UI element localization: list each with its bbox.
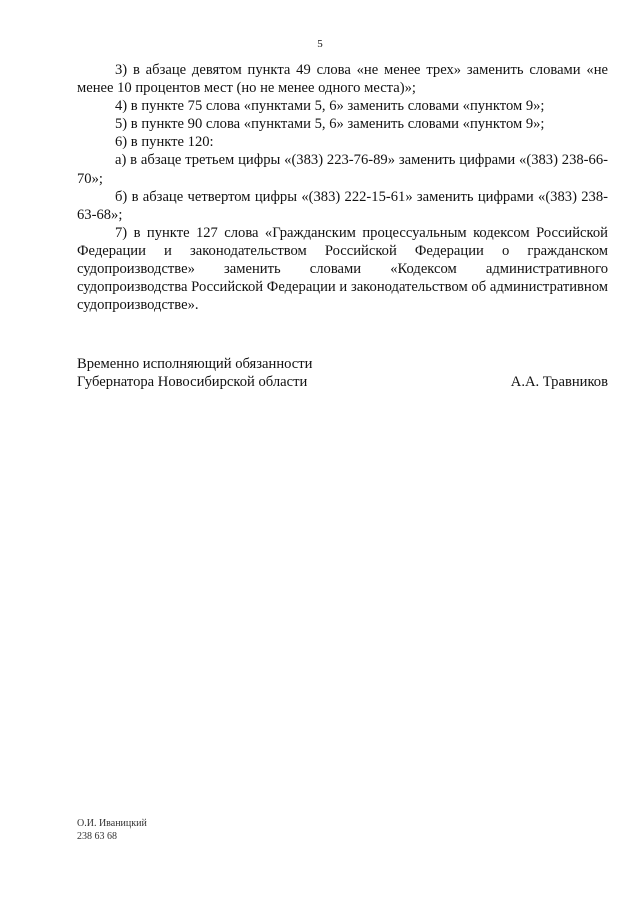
paragraph-item-6: 6) в пункте 120:: [115, 134, 214, 151]
paragraph-item-5: 5) в пункте 90 слова «пунктами 5, 6» заменить словами «пунктом 9»;: [115, 116, 545, 133]
executor-info: [77, 817, 147, 843]
paragraph-item-4: 4) в пункте 75 слова «пунктами 5, 6» заменить словами «пунктом 9»;: [115, 98, 545, 115]
paragraph-item-7: 7) в пункте 127 слова «Гражданским процессуальным кодексом Российской Федерации и законодательством Российской Федерации о гражданском судопроизводстве» заменить словами «Кодексом административного судопроизводства Российской Федерации и законодательством об административном судопроизводстве».: [77, 224, 608, 314]
signature-position-2: Губернатора Новосибирской области: [77, 374, 308, 390]
paragraph-item-3: 3) в абзаце девятом пункта 49 слова «не менее трех» заменить словами «не менее 10 процентов мест (но не менее одного места)»;: [77, 62, 608, 97]
executor-name: О.И. Иваницкий: [77, 818, 147, 829]
paragraph-item-6a: а) в абзаце третьем цифры «(383) 223-76-89» заменить цифрами «(383) 238-66-70»;: [77, 152, 608, 187]
page-number: 5: [317, 38, 323, 50]
signature-position-1: Временно исполняющий обязанности: [77, 356, 313, 372]
signature-position-line-1: [77, 355, 608, 373]
executor-phone: 238 63 68: [77, 831, 117, 842]
signature-position-line-2: [77, 373, 608, 391]
signatory-name: А.А. Травников: [510, 374, 608, 390]
document-body: [77, 61, 608, 314]
signature-block: [77, 355, 608, 391]
paragraph-item-6b: б) в абзаце четвертом цифры «(383) 222-15-61» заменить цифрами «(383) 238-63-68»;: [77, 188, 608, 223]
